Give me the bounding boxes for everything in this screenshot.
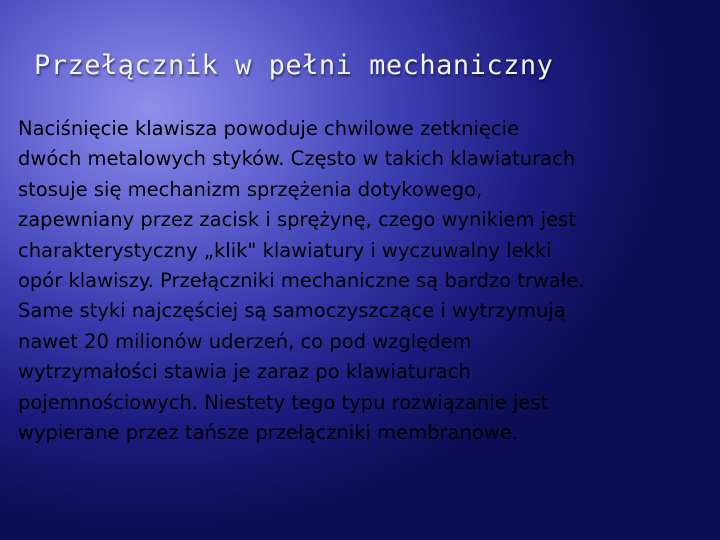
body-line: wytrzymałości stawia je zaraz po klawiaturach bbox=[18, 360, 471, 384]
body-line: wypierane przez tańsze przełączniki membranowe. bbox=[18, 421, 518, 445]
body-line: dwóch metalowych styków. Często w takich klawiaturach bbox=[18, 147, 576, 171]
body-line: zapewniany przez zacisk i sprężynę, czego wynikiem jest bbox=[18, 208, 576, 232]
body-line: opór klawiszy. Przełączniki mechaniczne są bardzo trwałe. bbox=[18, 269, 585, 293]
body-line: stosuje się mechanizm sprzężenia dotykowego, bbox=[18, 177, 483, 201]
body-line: pojemnościowych. Niestety tego typu rozwiązanie jest bbox=[18, 390, 549, 414]
body-line: Naciśnięcie klawisza powoduje chwilowe zetknięcie bbox=[18, 117, 520, 140]
body-line: charakterystyczny „klik" klawiatury i wyczuwalny lekki bbox=[18, 238, 552, 262]
slide-title: Przełącznik w pełni mechaniczny bbox=[34, 50, 554, 81]
slide-body bbox=[18, 114, 718, 448]
body-line: nawet 20 milionów uderzeń, co pod względem bbox=[18, 329, 472, 353]
body-line: Same styki najczęściej są samoczyszczące i wytrzymują bbox=[18, 299, 566, 323]
